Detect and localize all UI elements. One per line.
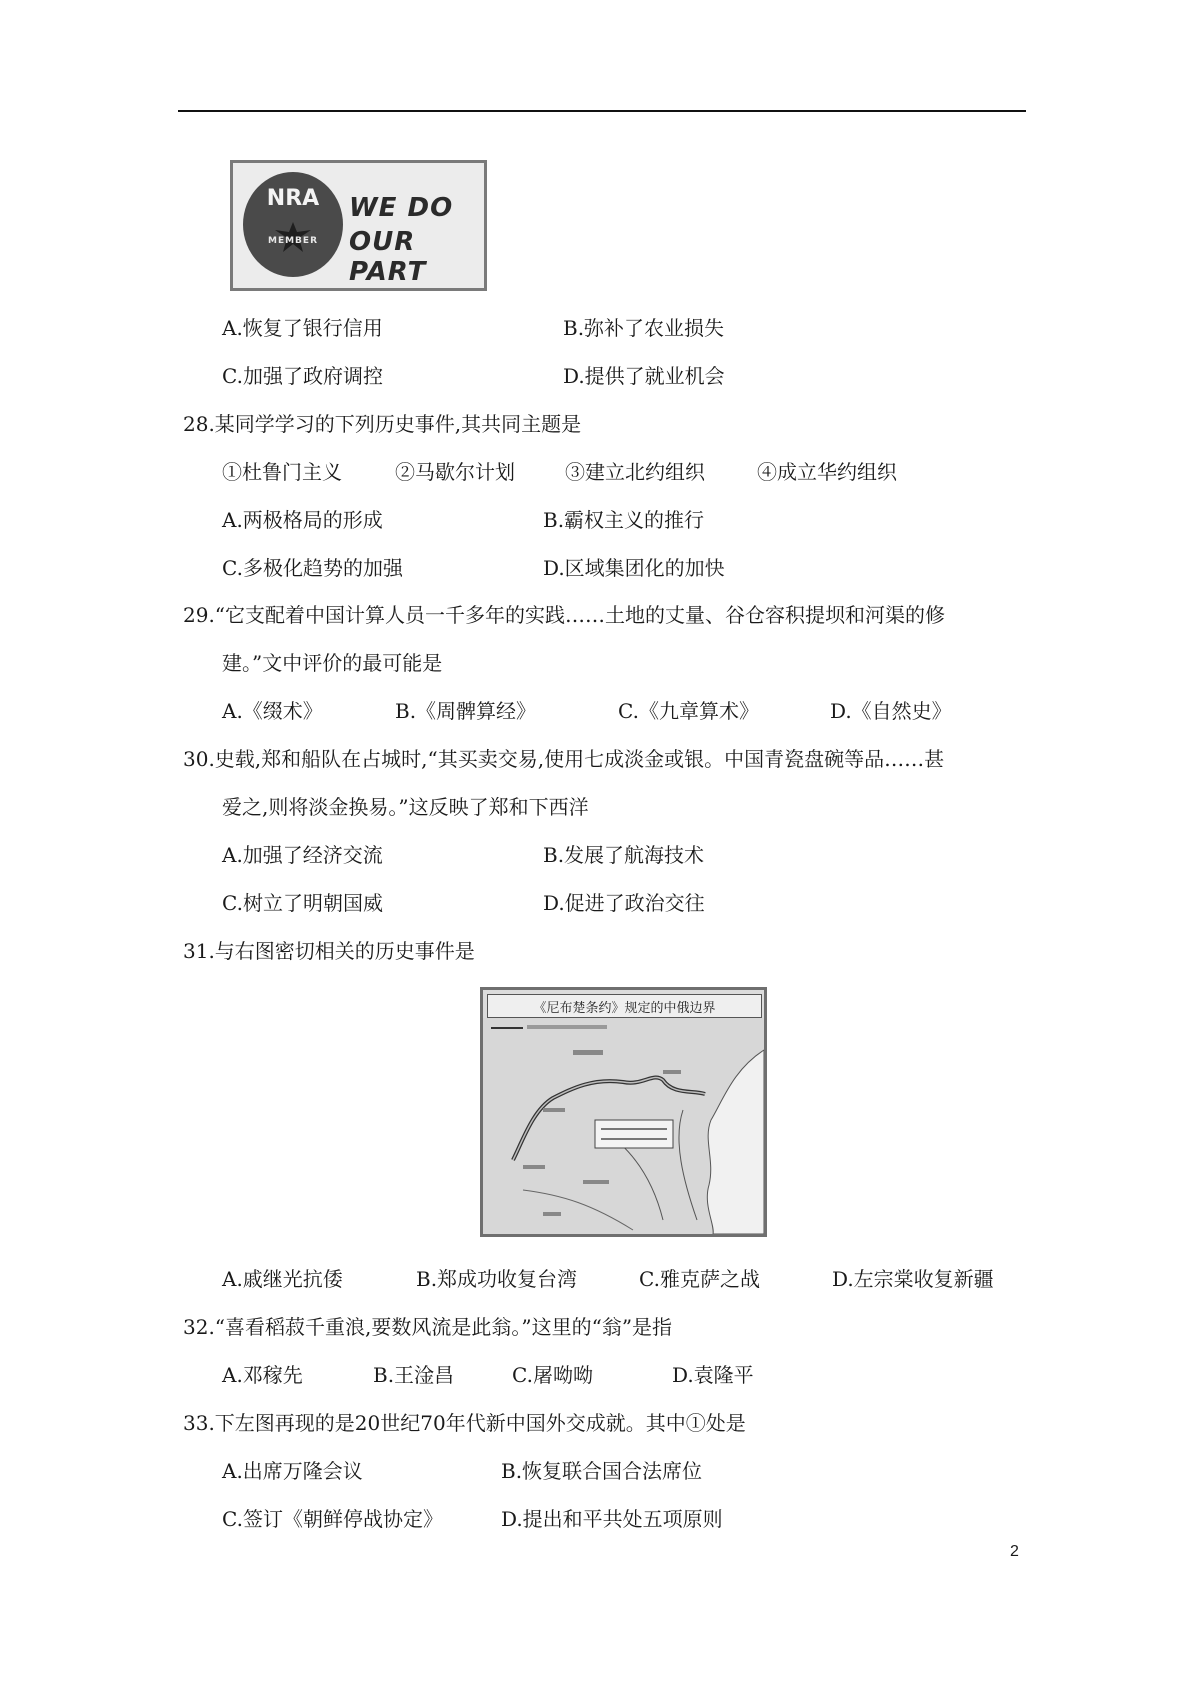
q27-option-a: A.恢复了银行信用 [222, 316, 383, 340]
q33-option-b: B.恢复联合国合法席位 [501, 1459, 703, 1483]
treaty-of-nerchinsk-map [480, 987, 767, 1237]
nra-poster-image [230, 160, 487, 291]
q27-option-b: B.弥补了农业损失 [563, 316, 725, 340]
poster-slogan-line1: WE DO [349, 193, 454, 223]
q29-stem-line1: 29.“它支配着中国计算人员一千多年的实践……土地的丈量、谷仓容积提坝和河渠的修 [183, 603, 946, 627]
q30-option-d: D.促进了政治交往 [543, 891, 705, 915]
q30-option-a: A.加强了经济交流 [222, 843, 383, 867]
nra-badge [243, 172, 343, 277]
q28-option-b: B.霸权主义的推行 [543, 508, 705, 532]
q32-stem: 32.“喜看稻菽千重浪,要数风流是此翁。”这里的“翁”是指 [183, 1315, 673, 1339]
page-number: 2 [1010, 1543, 1019, 1560]
poster-slogan-line2: OUR PART [349, 227, 427, 287]
q28-option-d: D.区域集团化的加快 [543, 556, 725, 580]
q32-option-d: D.袁隆平 [672, 1363, 754, 1387]
q29-option-b: B.《周髀算经》 [395, 699, 537, 723]
q29-option-d: D.《自然史》 [830, 699, 952, 723]
q33-option-a: A.出席万隆会议 [222, 1459, 363, 1483]
q33-option-c: C.签订《朝鲜停战协定》 [222, 1507, 443, 1531]
q31-option-a: A.戚继光抗倭 [222, 1267, 343, 1291]
q30-stem-line1: 30.史载,郑和船队在占城时,“其买卖交易,使用七成淡金或银。中国青瓷盘碗等品……甚 [183, 747, 945, 771]
q32-option-b: B.王淦昌 [373, 1363, 455, 1387]
q27-option-c: C.加强了政府调控 [222, 364, 383, 388]
q32-option-a: A.邓稼先 [222, 1363, 303, 1387]
q29-option-c: C.《九章算术》 [618, 699, 759, 723]
q29-stem-line2: 建。”文中评价的最可能是 [222, 651, 443, 675]
q33-option-d: D.提出和平共处五项原则 [501, 1507, 723, 1531]
q30-option-c: C.树立了明朝国威 [222, 891, 383, 915]
nra-member-text: MEMBER [268, 236, 318, 246]
q28-option-a: A.两极格局的形成 [222, 508, 383, 532]
q30-option-b: B.发展了航海技术 [543, 843, 705, 867]
q28-stem: 28.某同学学习的下列历史事件,其共同主题是 [183, 412, 582, 436]
q33-stem: 33.下左图再现的是20世纪70年代新中国外交成就。其中①处是 [183, 1411, 746, 1435]
q28-item-3: ③建立北约组织 [565, 460, 705, 484]
q27-option-d: D.提供了就业机会 [563, 364, 725, 388]
nra-badge-text: NRA [266, 186, 320, 211]
q31-option-d: D.左宗棠收复新疆 [832, 1267, 994, 1291]
q32-option-c: C.屠呦呦 [512, 1363, 593, 1387]
q28-item-1: ①杜鲁门主义 [222, 460, 342, 484]
q30-stem-line2: 爱之,则将淡金换易。”这反映了郑和下西洋 [222, 795, 589, 819]
map-title: 《尼布楚条约》规定的中俄边界 [533, 1001, 716, 1016]
q28-option-c: C.多极化趋势的加强 [222, 556, 403, 580]
q31-stem: 31.与右图密切相关的历史事件是 [183, 939, 475, 963]
q28-item-4: ④成立华约组织 [757, 460, 897, 484]
map-drawing [483, 990, 764, 1234]
q29-option-a: A.《缀术》 [222, 699, 323, 723]
q31-option-b: B.郑成功收复台湾 [416, 1267, 578, 1291]
q28-item-2: ②马歇尔计划 [395, 460, 515, 484]
q31-option-c: C.雅克萨之战 [639, 1267, 760, 1291]
header-rule [178, 110, 1026, 112]
